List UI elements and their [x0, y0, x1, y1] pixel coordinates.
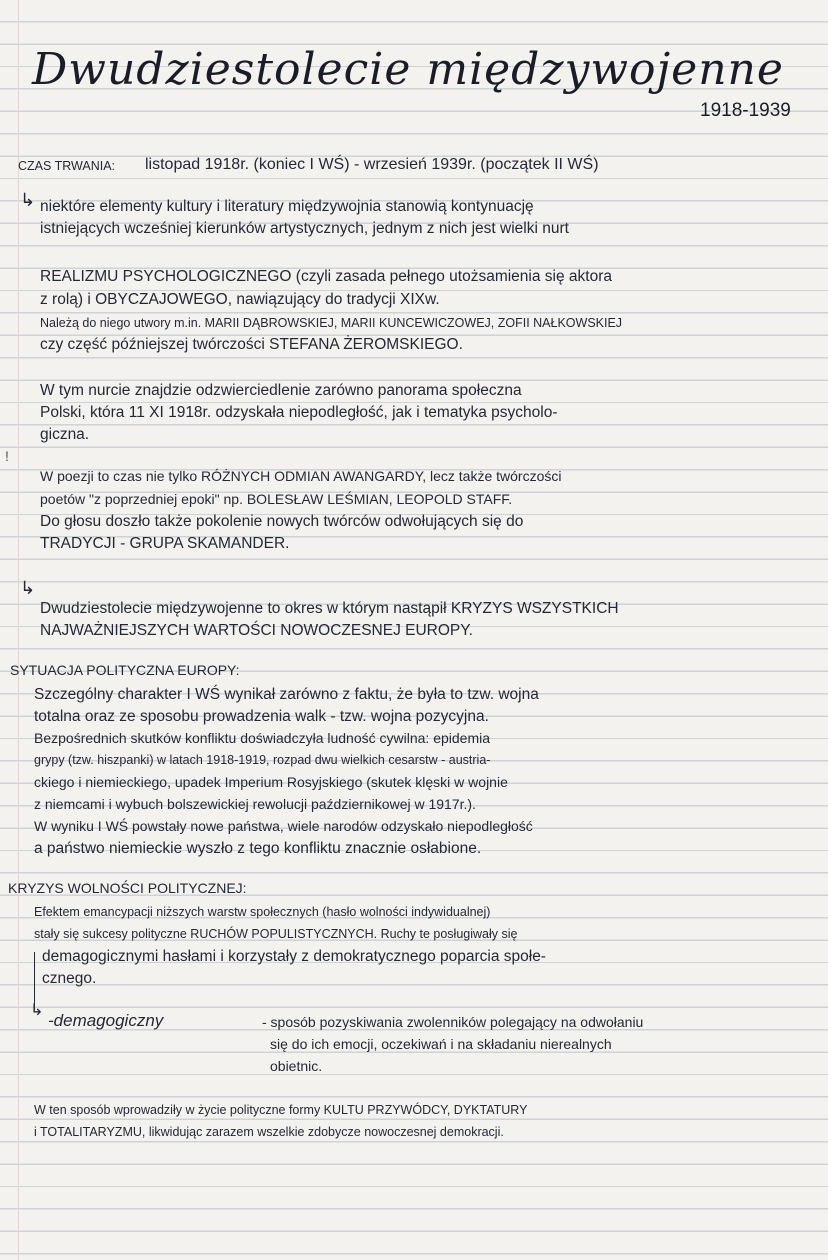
definition-line: obietnic. — [270, 1058, 323, 1074]
s3-line: Bezpośrednich skutków konfliktu doświadczyła ludność cywilna: epidemia — [34, 730, 491, 746]
s2-line: NAJWAŻNIEJSZYCH WARTOŚCI NOWOCZESNEJ EUROPY. — [40, 622, 473, 639]
s1-line: Do głosu doszło także pokolenie nowych twórców odwołujących się do — [40, 513, 524, 530]
page-title: Dwudziestolecie międzywojenne — [32, 44, 784, 95]
exclamation-mark-icon: ! — [5, 448, 9, 464]
s4-line: stały się sukcesy polityczne RUCHÓW POPULISTYCZNYCH. Ruchy te posługiwały się — [34, 927, 518, 941]
s3-line: a państwo niemieckie wyszło z tego konfliktu znacznie osłabione. — [34, 840, 482, 857]
s3-line: grypy (tzw. hiszpanki) w latach 1918-1919, rozpad dwu wielkich cesarstw - austria- — [34, 753, 491, 767]
s1-line: Polski, która 11 XI 1918r. odzyskała niepodległość, jak i tematyka psycholo- — [40, 404, 558, 421]
s4-line: Efektem emancypacji niższych warstw społecznych (hasło wolności indywidualnej) — [34, 905, 491, 919]
margin-line — [18, 0, 19, 1260]
s4-line: cznego. — [42, 970, 97, 987]
years-label: 1918-1939 — [700, 100, 791, 121]
s1-line: poetów "z poprzedniej epoki" np. BOLESŁAW LEŚMIAN, LEOPOLD STAFF. — [40, 491, 513, 507]
s1-line: istniejących wcześniej kierunków artystycznych, jednym z nich jest wielki nurt — [40, 220, 569, 237]
s3-line: ckiego i niemieckiego, upadek Imperium Rosyjskiego (skutek klęski w wojnie — [34, 774, 508, 790]
s4-heading: KRYZYS WOLNOŚCI POLITYCZNEJ: — [8, 880, 247, 896]
s4-closing-line: W ten sposób wprowadziły w życie polityczne formy KULTU PRZYWÓDCY, DYKTATURY — [34, 1103, 528, 1117]
s3-line: Szczególny charakter I WŚ wynikał zarówno z faktu, że była to tzw. wojna — [34, 686, 539, 703]
s1-line: giczna. — [40, 426, 90, 443]
s4-closing-line: i TOTALITARYZMU, likwidując zarazem wszelkie zdobycze nowoczesnej demokracji. — [34, 1125, 504, 1139]
duration-text: listopad 1918r. (koniec I WŚ) - wrzesień 1939r. (początek II WŚ) — [145, 156, 599, 173]
duration-label: CZAS TRWANIA: — [18, 159, 116, 173]
s3-line: totalna oraz ze sposobu prowadzenia walk - tzw. wojna pozycyjna. — [34, 708, 489, 725]
s1-line: niektóre elementy kultury i literatury międzywojnia stanowią kontynuację — [40, 198, 534, 215]
s1-line: czy część późniejszej twórczości STEFANA ŻEROMSKIEGO. — [40, 336, 463, 353]
s1-line: W poezji to czas nie tylko RÓŻNYCH ODMIAN AWANGARDY, lecz także twórczości — [40, 468, 562, 484]
arrow-icon: ↳ — [20, 190, 36, 211]
definition-line: się do ich emocji, oczekiwań i na składaniu nierealnych — [270, 1036, 612, 1052]
s3-line: W wyniku I WŚ powstały nowe państwa, wiele narodów odzyskało niepodległość — [34, 818, 533, 834]
s1-line: TRADYCJI - GRUPA SKAMANDER. — [40, 535, 290, 552]
definition-line: - sposób pozyskiwania zwolenników polegający na odwołaniu — [262, 1014, 644, 1030]
definition-term: -demagogiczny — [48, 1011, 164, 1030]
s3-heading: SYTUACJA POLITYCZNA EUROPY: — [10, 662, 240, 678]
s2-line: Dwudziestolecie międzywojenne to okres w którym nastąpił KRYZYS WSZYSTKICH — [40, 600, 619, 617]
s3-line: z niemcami i wybuch bolszewickiej rewolucji październikowej w 1917r.). — [34, 796, 476, 812]
s4-line: demagogicznymi hasłami i korzystały z demokratycznego poparcia społe- — [42, 948, 546, 965]
s1-line: W tym nurcie znajdzie odzwierciedlenie zarówno panorama społeczna — [40, 382, 522, 399]
arrow-icon: ↳ — [30, 1000, 44, 1019]
s1-line: Należą do niego utwory m.in. MARII DĄBROWSKIEJ, MARII KUNCEWICZOWEJ, ZOFII NAŁKOWSKIEJ — [40, 316, 623, 330]
s1-line: z rolą) i OBYCZAJOWEGO, nawiązujący do tradycji XIXw. — [40, 291, 440, 308]
s1-line: REALIZMU PSYCHOLOGICZNEGO (czyli zasada pełnego utożsamienia się aktora — [40, 268, 612, 285]
arrow-icon: ↳ — [20, 578, 36, 599]
